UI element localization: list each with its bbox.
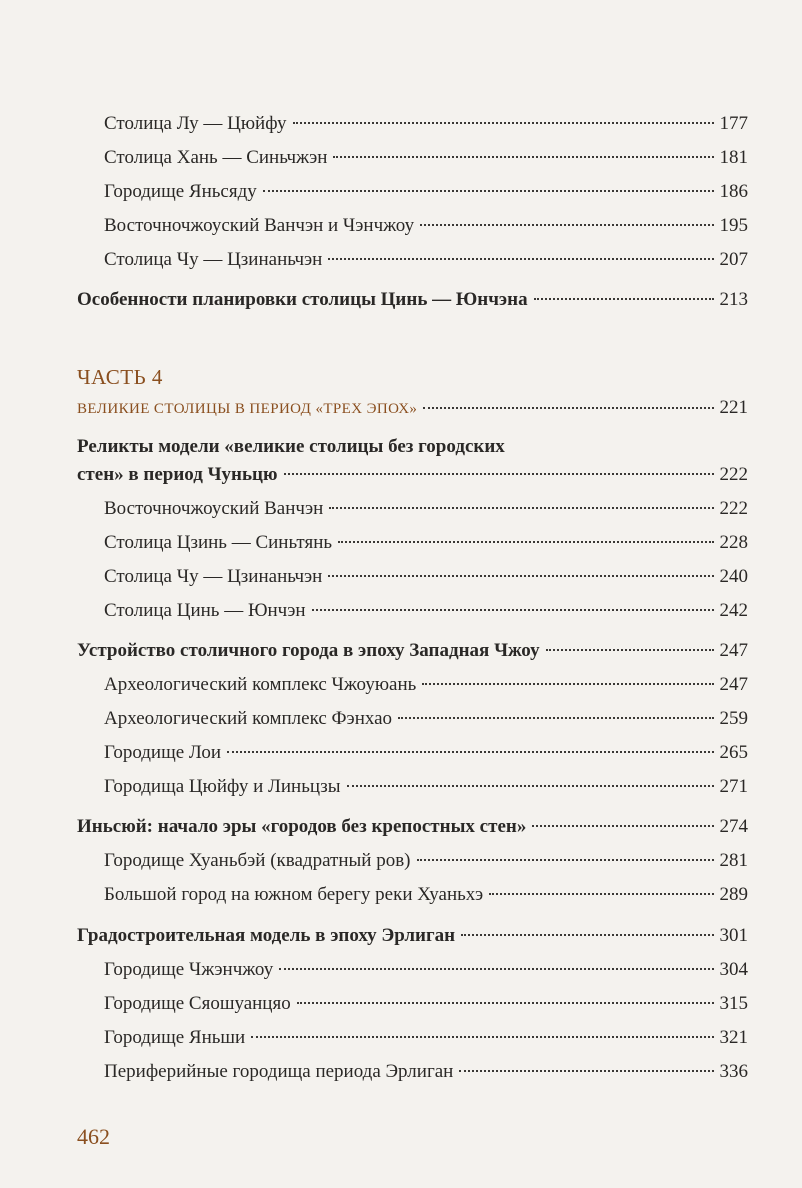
toc-entry	[104, 599, 748, 623]
leader-dots	[328, 575, 713, 577]
leader-dots	[284, 473, 714, 475]
toc-entry-page: 186	[719, 181, 748, 202]
leader-dots	[489, 893, 713, 895]
toc-entry-title: Археологический комплекс Чжоуюань	[104, 674, 417, 695]
toc-entry	[104, 1060, 748, 1084]
toc-entry-title: Городище Лои	[104, 742, 221, 763]
leader-dots	[227, 751, 714, 753]
part-page: 221	[719, 397, 748, 418]
toc-entry	[104, 707, 748, 731]
toc-entry-title: Археологический комплекс Фэнхао	[104, 708, 393, 729]
toc-entry-title: Столица Цзинь — Синьтянь	[104, 532, 333, 553]
leader-dots	[423, 407, 713, 409]
leader-dots	[546, 649, 714, 651]
part-title: ВЕЛИКИЕ СТОЛИЦЫ В ПЕРИОД «ТРЕХ ЭПОХ»	[77, 401, 418, 417]
toc-entry	[104, 883, 748, 907]
toc-entry-page: 259	[719, 708, 748, 729]
leader-dots	[329, 507, 713, 509]
toc-section-page: 213	[719, 289, 748, 310]
toc-entry	[104, 214, 748, 238]
toc-entry	[104, 992, 748, 1016]
toc-section-title: Особенности планировки столицы Цинь — Юнчэна	[77, 289, 528, 310]
toc-section	[77, 463, 748, 487]
part-label: ЧАСТЬ 4	[77, 365, 163, 389]
toc-entry-title: Столица Цинь — Юнчэн	[104, 600, 306, 621]
leader-dots	[279, 968, 713, 970]
toc-entry-title: Столица Чу — Цзинаньчэн	[104, 249, 323, 270]
toc-section-title-line2: стен» в период Чуньцю	[77, 464, 278, 485]
toc-entry-title: Большой город на южном берегу реки Хуаньхэ	[104, 884, 484, 905]
toc-entry-page: 222	[719, 498, 748, 519]
leader-dots	[251, 1036, 713, 1038]
toc-section-page: 222	[719, 464, 748, 485]
leader-dots	[293, 122, 714, 124]
toc-entry-title: Восточночжоуский Ванчэн и Чэнчжоу	[104, 215, 415, 236]
toc-section	[77, 639, 748, 663]
toc-section	[77, 815, 748, 839]
toc-entry-page: 228	[719, 532, 748, 553]
toc-entry	[104, 112, 748, 136]
toc-entry-title: Городище Сяошуанцяо	[104, 993, 291, 1014]
toc-entry	[104, 531, 748, 555]
toc-section-page: 301	[719, 925, 748, 946]
toc-entry-page: 181	[719, 147, 748, 168]
toc-section	[77, 288, 748, 312]
toc-section-page: 247	[719, 640, 748, 661]
leader-dots	[312, 609, 714, 611]
toc-entry	[104, 958, 748, 982]
leader-dots	[263, 190, 714, 192]
toc-entry-title: Городище Яньши	[104, 1027, 246, 1048]
toc-entry-title: Столица Чу — Цзинаньчэн	[104, 566, 323, 587]
leader-dots	[297, 1002, 714, 1004]
toc-entry	[104, 497, 748, 521]
toc-entry	[104, 565, 748, 589]
leader-dots	[347, 785, 714, 787]
toc-section-title: Градостроительная модель в эпоху Эрлиган	[77, 925, 456, 946]
toc-entry-title: Городище Чжэнчжоу	[104, 959, 274, 980]
toc-entry	[104, 673, 748, 697]
toc-entry-title: Восточночжоуский Ванчэн	[104, 498, 324, 519]
toc-section-title: Устройство столичного города в эпоху Западная Чжоу	[77, 640, 540, 661]
toc-entry-page: 315	[719, 993, 748, 1014]
toc-section-title: Иньсюй: начало эры «городов без крепостных стен»	[77, 816, 527, 837]
toc-entry	[104, 849, 748, 873]
toc-entry-page: 247	[719, 674, 748, 695]
toc-entry-page: 336	[719, 1061, 748, 1082]
toc-entry-title: Периферийные городища периода Эрлиган	[104, 1061, 454, 1082]
toc-entry-page: 281	[719, 850, 748, 871]
toc-entry	[104, 775, 748, 799]
toc-entry-title: Городище Яньсяду	[104, 181, 257, 202]
leader-dots	[534, 298, 714, 300]
toc-section	[77, 924, 748, 948]
toc-entry-page: 321	[719, 1027, 748, 1048]
leader-dots	[420, 224, 713, 226]
toc-entry-page: 242	[719, 600, 748, 621]
toc-entry	[104, 180, 748, 204]
toc-entry-page: 207	[719, 249, 748, 270]
leader-dots	[398, 717, 713, 719]
toc-entry-page: 271	[719, 776, 748, 797]
toc-entry-title: Столица Хань — Синьчжэн	[104, 147, 328, 168]
toc-entry-page: 265	[719, 742, 748, 763]
toc-entry-title: Городище Хуаньбэй (квадратный ров)	[104, 850, 411, 871]
toc-section-title-line1: Реликты модели «великие столицы без городских	[77, 436, 505, 457]
toc-entry-page: 240	[719, 566, 748, 587]
toc-entry-title: Городища Цюйфу и Линьцзы	[104, 776, 341, 797]
toc-entry-page: 177	[719, 113, 748, 134]
part-title-line	[77, 398, 748, 419]
toc-section-page: 274	[719, 816, 748, 837]
toc-entry-page: 195	[719, 215, 748, 236]
toc-entry-page: 289	[719, 884, 748, 905]
leader-dots	[461, 934, 713, 936]
leader-dots	[532, 825, 713, 827]
toc-entry	[104, 146, 748, 170]
toc-entry	[104, 1026, 748, 1050]
toc-entry-page: 304	[719, 959, 748, 980]
leader-dots	[459, 1070, 713, 1072]
leader-dots	[422, 683, 713, 685]
toc-entry	[104, 248, 748, 272]
toc-entry	[104, 741, 748, 765]
leader-dots	[338, 541, 713, 543]
page-number: 462	[77, 1124, 110, 1149]
toc-entry-title: Столица Лу — Цюйфу	[104, 113, 287, 134]
leader-dots	[417, 859, 714, 861]
leader-dots	[328, 258, 713, 260]
leader-dots	[333, 156, 713, 158]
